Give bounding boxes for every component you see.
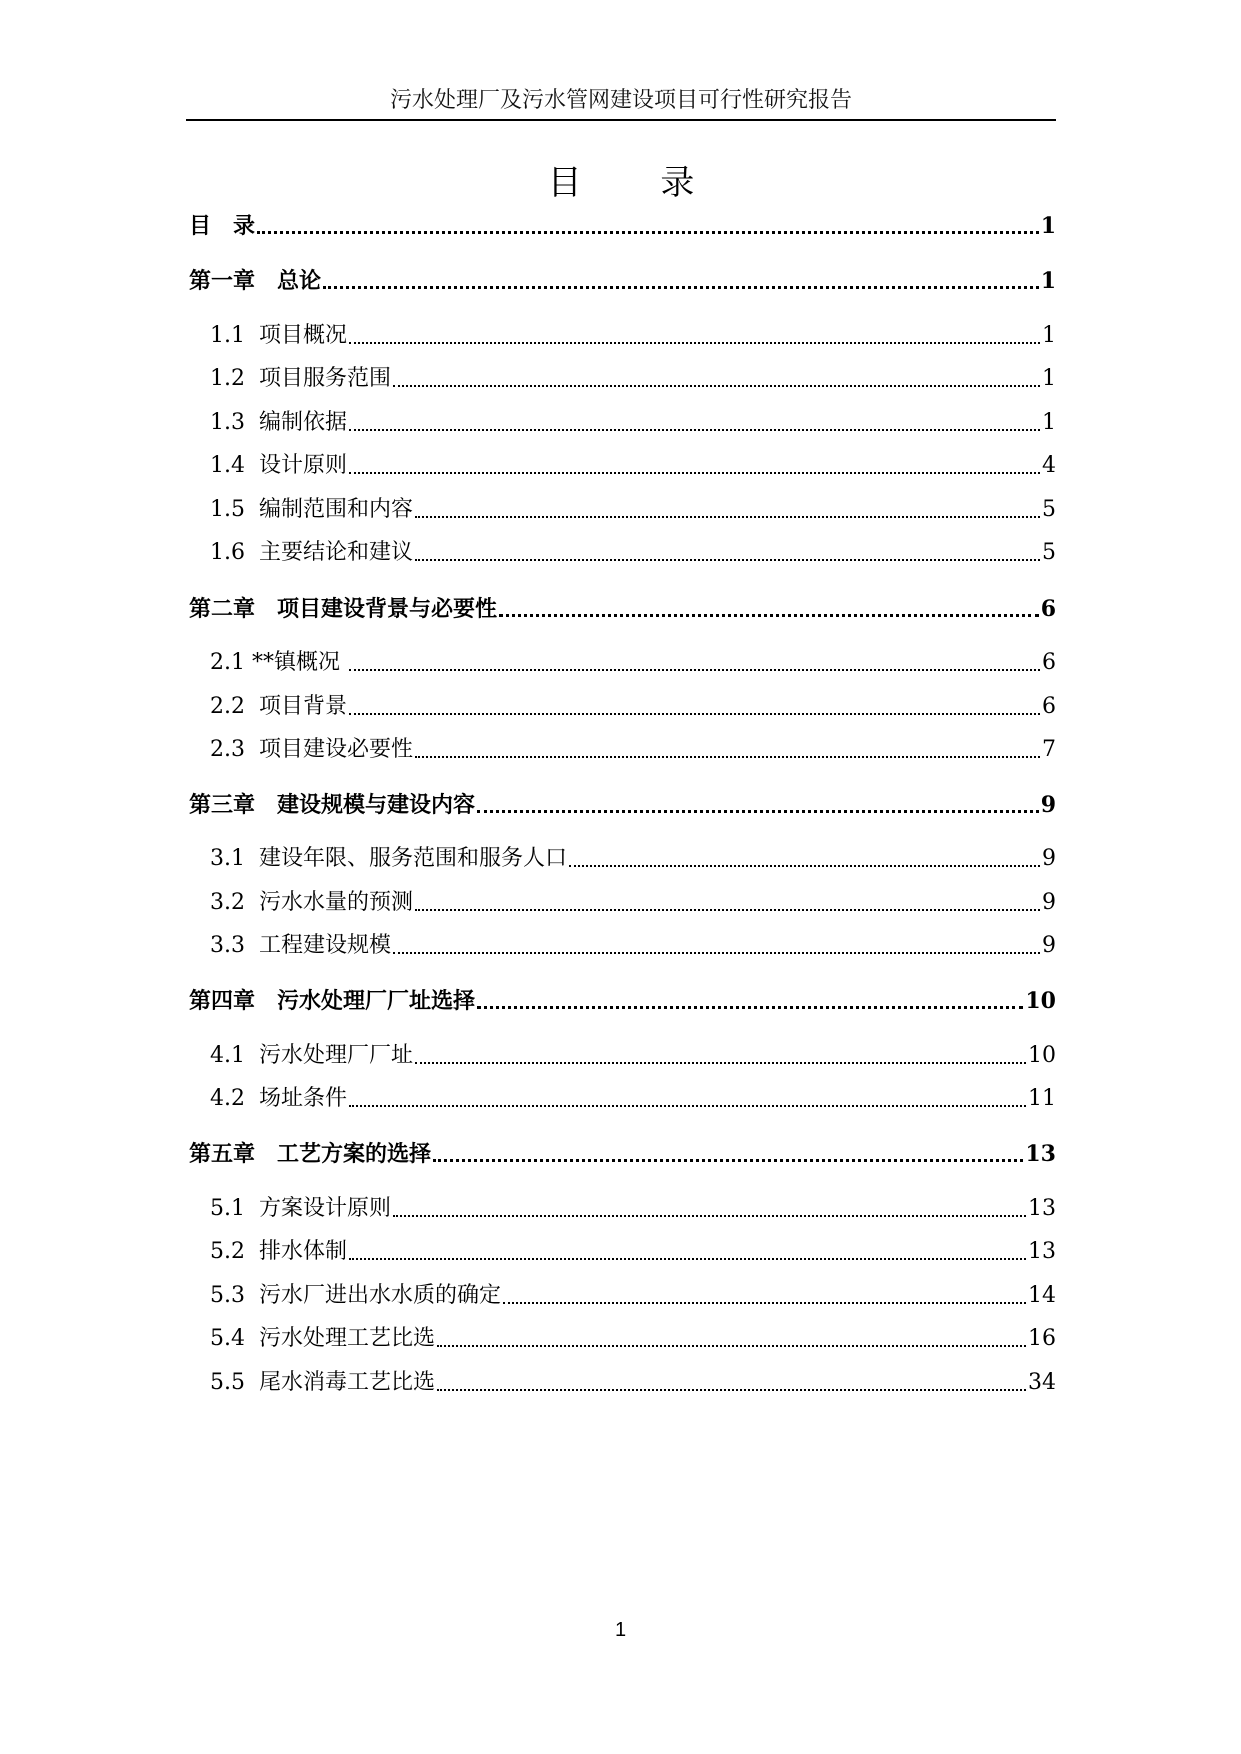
toc-entry-title: 第五章 工艺方案的选择 [189,1141,432,1167]
dot-leader [415,909,1040,911]
toc-entry-page: 6 [1040,596,1056,622]
toc-entry-title: 2.3 项目建设必要性 [210,737,413,762]
toc-entry-title: 5.1 方案设计原则 [210,1196,391,1221]
toc-entry-title: 2.2 项目背景 [210,694,347,719]
toc-entry-title: 2.1 **镇概况 [210,650,347,675]
toc-entry-page: 9 [1042,933,1056,958]
toc-entry-section-5-3[interactable] [186,1280,1056,1312]
toc-entry-page: 9 [1042,846,1056,871]
toc-entry-section-3-1[interactable] [186,843,1056,875]
toc-entry-title: 第四章 污水处理厂厂址选择 [189,988,476,1014]
toc-entry-page: 16 [1028,1326,1056,1351]
dot-leader [499,614,1039,617]
running-header: 污水处理厂及污水管网建设项目可行性研究报告 [389,88,852,113]
toc-entry-chapter-4[interactable] [186,985,1056,1017]
toc-entry-title: 1.3 编制依据 [210,410,347,435]
toc-entry-page: 1 [1042,366,1056,391]
toc-entry-section-2-1[interactable] [186,647,1056,679]
toc-entry-section-1-5[interactable] [186,494,1056,526]
toc-entry-title: 1.2 项目服务范围 [210,366,391,391]
toc-entry-page: 1 [1040,268,1056,294]
dot-leader [349,669,1040,671]
toc-entry-section-2-3[interactable] [186,734,1056,766]
toc-entry-section-3-3[interactable] [186,930,1056,962]
dot-leader [393,385,1040,387]
toc-entry-title: 第一章 总论 [189,268,322,294]
toc-entry-section-1-2[interactable] [186,363,1056,395]
toc-entry-page: 1 [1040,213,1056,239]
toc-entry-section-5-5[interactable] [186,1367,1056,1399]
toc-entry-section-2-2[interactable] [186,691,1056,723]
toc-entry-section-4-1[interactable] [186,1040,1056,1072]
toc-entry-page: 13 [1028,1239,1056,1264]
toc-entry-chapter-1[interactable] [186,265,1056,297]
toc-entry-title: 第二章 项目建设背景与必要性 [189,596,498,622]
toc-entry-section-5-1[interactable] [186,1193,1056,1225]
dot-leader [415,559,1040,561]
dot-leader [437,1389,1026,1391]
toc-entry-title: 1.4 设计原则 [210,453,347,478]
toc-entry-page: 10 [1028,1043,1056,1068]
toc-entry-title: 4.2 场址条件 [210,1086,347,1111]
dot-leader [349,1105,1026,1107]
dot-leader [503,1302,1026,1304]
header-divider [186,119,1056,121]
toc-entry-title: 5.3 污水厂进出水水质的确定 [210,1283,501,1308]
dot-leader [433,1159,1023,1162]
toc-entry-section-3-2[interactable] [186,887,1056,919]
toc-entry-chapter-2[interactable] [186,593,1056,625]
toc-entry-page: 5 [1042,540,1056,565]
dot-leader [323,286,1039,289]
dot-leader [393,1215,1026,1217]
toc-entry-title: 5.4 污水处理工艺比选 [210,1326,435,1351]
dot-leader [477,1006,1023,1009]
toc-entry-chapter-3[interactable] [186,789,1056,821]
dot-leader [437,1345,1026,1347]
toc-entry-page: 14 [1028,1283,1056,1308]
toc-entry-title: 3.1 建设年限、服务范围和服务人口 [210,846,567,871]
toc-entry-title: 3.3 工程建设规模 [210,933,391,958]
toc-entry-page: 5 [1042,497,1056,522]
dot-leader [257,231,1039,234]
dot-leader [415,516,1040,518]
toc-entry-page: 4 [1042,453,1056,478]
toc-entry-page: 9 [1042,890,1056,915]
toc-entry-title: 3.2 污水水量的预测 [210,890,413,915]
toc-entry-page: 7 [1042,737,1056,762]
toc-entry-title: 5.2 排水体制 [210,1239,347,1264]
dot-leader [415,756,1040,758]
toc-entry-title: 1.5 编制范围和内容 [210,497,413,522]
toc-entry-page: 6 [1042,694,1056,719]
toc-entry-section-1-6[interactable] [186,537,1056,569]
toc-entry-section-1-1[interactable] [186,320,1056,352]
toc-entry-title: 1.6 主要结论和建议 [210,540,413,565]
toc-entry-section-1-4[interactable] [186,450,1056,482]
toc-entry-title: 4.1 污水处理厂厂址 [210,1043,413,1068]
toc-entry-page: 13 [1025,1141,1056,1167]
toc-entry-section-4-2[interactable] [186,1083,1056,1115]
toc-entry-chapter-5[interactable] [186,1138,1056,1170]
toc-entry-page: 10 [1025,988,1056,1014]
dot-leader [349,1258,1026,1260]
toc-entry-section-5-2[interactable] [186,1236,1056,1268]
toc-entry-page: 9 [1040,792,1056,818]
dot-leader [349,342,1040,344]
toc-entry-title: 1.1 项目概况 [210,323,347,348]
toc-entry-page: 11 [1028,1086,1056,1111]
toc-entry-contents[interactable] [186,210,1056,242]
toc-entry-title: 第三章 建设规模与建设内容 [189,792,476,818]
toc-entry-page: 34 [1028,1370,1056,1395]
toc-entry-title: 目 录 [189,213,256,239]
toc-entry-page: 13 [1028,1196,1056,1221]
dot-leader [349,713,1040,715]
toc-entry-title: 5.5 尾水消毒工艺比选 [210,1370,435,1395]
toc-entry-section-5-4[interactable] [186,1323,1056,1355]
toc-entry-section-1-3[interactable] [186,407,1056,439]
dot-leader [349,472,1040,474]
toc-entry-page: 1 [1042,410,1056,435]
page-number: 1 [614,1619,627,1641]
toc-entry-page: 1 [1042,323,1056,348]
dot-leader [569,865,1040,867]
toc-title: 目 录 [547,163,729,203]
toc-entry-page: 6 [1042,650,1056,675]
dot-leader [349,429,1040,431]
dot-leader [415,1062,1026,1064]
dot-leader [393,952,1040,954]
dot-leader [477,810,1039,813]
